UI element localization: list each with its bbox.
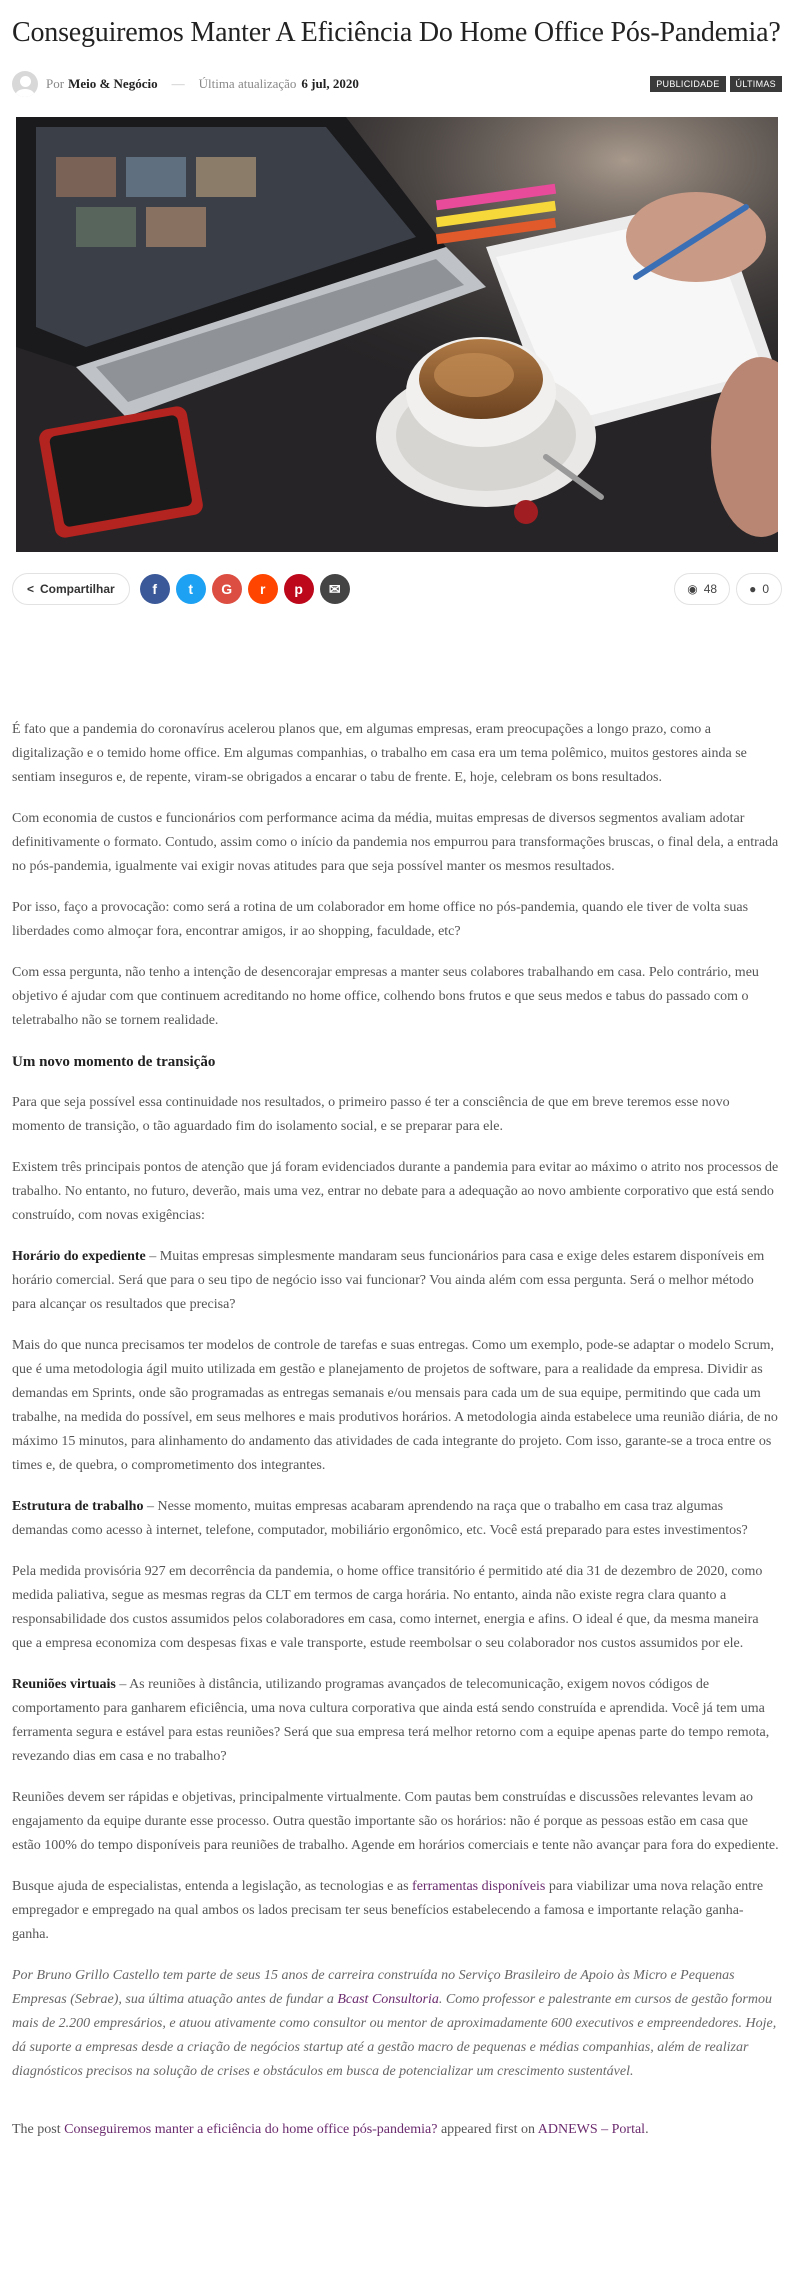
updated-label: Última atualização <box>198 76 297 91</box>
paragraph-text: – Muitas empresas simplesmente mandaram seus funcionários para casa e exige deles estarem disponíveis em horário comercial. Será que para o seu tipo de negócio isso vai funcionar? Vou ainda além com essa pergunta. Será o melhor método para alcançar os resultados que precisa? <box>12 1249 765 1312</box>
footer-text: . <box>645 2122 649 2137</box>
comments-count: 0 <box>762 582 769 596</box>
post-link[interactable]: Conseguiremos manter a eficiência do home office pós-pandemia? <box>64 2122 438 2137</box>
article-meta <box>12 68 782 100</box>
paragraph: Mais do que nunca precisamos ter modelos de controle de tarefas e suas entregas. Como um exemplo, pode-se adaptar o modelo Scrum, que é uma metodologia ágil muito utilizada em gestão e planejamento de projetos de software, para a realidade da empresa. Dividir as demandas em Sprints, onde são programadas as entregas semanais e/ou mensais para cada um de sua equipe, permitindo que cada um trabalhe, na medida do possível, em seus melhores e mais produtivos horários. A metodologia ainda estabelece uma reunião diária, de no máximo 15 minutos, para alinhamento do andamento das atividades de cada integrante do projeto. Com isso, garante-se a troca entre os times e, de quebra, o comprometimento dos integrantes. <box>12 1338 778 1473</box>
bio-text: Por Bruno Grillo Castello tem parte de seus 15 anos de carreira construída no Serviço Brasileiro de Apoio às Micro e Pequenas Empresas (Sebrae), sua última atuação antes de fundar a <box>12 1968 735 2007</box>
paragraph-text: Busque ajuda de especialistas, entenda a legislação, as tecnologias e as <box>12 1879 413 1894</box>
paragraph <box>12 1875 780 1947</box>
author-link[interactable]: Meio & Negócio <box>68 76 158 91</box>
paragraph: Existem três principais pontos de atenção que já foram evidenciados durante a pandemia para evitar ao máximo o atrito nos processos de trabalho. No entanto, no futuro, deverão, mais uma vez, entrar no debate para a adequação ao novo ambiente corporativo que está sendo construído, com novas exigências: <box>12 1160 779 1223</box>
category-badges <box>650 76 782 92</box>
share-buttons <box>12 573 356 605</box>
badge-ultimas[interactable]: ÚLTIMAS <box>730 76 782 92</box>
meta-separator: — <box>171 76 185 91</box>
email-icon[interactable]: ✉ <box>320 574 350 604</box>
paragraph-text: – As reuniões à distância, utilizando programas avançados de telecomunicação, exigem novos códigos de comportamento para ganharem eficiência, uma nova cultura corporativa que ainda está sendo construída e aprendida. Você já tem uma ferramenta segura e estável para estas reuniões? Será que sua empresa terá melhor retorno com a equipe apenas parte do tempo remota, revezando dias em casa e no trabalho? <box>12 1677 770 1764</box>
paragraph: Com economia de custos e funcionários com performance acima da média, muitas empresas de diversos segmentos avaliam adotar definitivamente o formato. Contudo, assim como o início da pandemia nos empurrou para transformações bruscas, o final dela, a entrada no pós-pandemia, igualmente vai exigir novas atitudes para que seja possível manter os mesmos resultados. <box>12 811 779 874</box>
author-info <box>12 71 359 97</box>
badge-publicidade[interactable]: PUBLICIDADE <box>650 76 725 92</box>
google-icon[interactable]: G <box>212 574 242 604</box>
footer-text: The post <box>12 2122 65 2137</box>
by-label: Por <box>46 76 65 91</box>
views-count: 48 <box>703 582 718 596</box>
author-bio <box>12 1964 780 2084</box>
paragraph: Pela medida provisória 927 em decorrência da pandemia, o home office transitório é permitido até dia 31 de dezembro de 2020, como medida paliativa, segue as mesmas regras da CLT em termos de carga horária. No entanto, ainda não existe regra clara quanto a responsabilidade dos custos assumidos pelos colaboradores em casa, como internet, energia e afins. O ideal é que, da mesma maneira que a empresa economiza com despesas fixas e vale transporte, estude reembolsar o seu colaborador nos custos assumidos por ele. <box>12 1564 763 1651</box>
paragraph: É fato que a pandemia do coronavírus acelerou planos que, em algumas empresas, eram preocupações a longo prazo, como a digitalização e o temido home office. Em algumas companhias, o trabalho em casa era um tema polêmico, muitos gestores ainda se sentiam inseguros e, de repente, viram-se obrigados a encarar o tabu de frente. E, hoje, celebram os bons resultados. <box>12 722 747 785</box>
share-label: Compartilhar <box>40 582 115 596</box>
article-body <box>12 718 782 2142</box>
source-footer <box>12 2118 780 2142</box>
views-counter <box>674 573 730 605</box>
paragraph-text: para viabilizar uma nova relação entre empregador e empregado na qual ambos os lados precisam ter seus benefícios estabelecendo a famosa e importante relação ganha-ganha. <box>12 1879 764 1942</box>
share-bar <box>12 572 782 606</box>
paragraph <box>12 1673 780 1769</box>
paragraph <box>12 1495 780 1543</box>
reddit-icon[interactable]: r <box>248 574 278 604</box>
hero-image <box>16 117 778 552</box>
pinterest-icon[interactable]: p <box>284 574 314 604</box>
paragraph-lead: Estrutura de trabalho <box>12 1499 144 1514</box>
twitter-icon[interactable]: t <box>176 574 206 604</box>
paragraph: Para que seja possível essa continuidade nos resultados, o primeiro passo é ter a consciência de que em breve teremos esse novo momento de transição, o tão aguardado fim do isolamento social, e se preparar para ele. <box>12 1095 730 1134</box>
bcast-link[interactable]: Bcast Consultoria <box>337 1992 439 2007</box>
bio-text: . Como professor e palestrante em cursos de gestão formou mais de 2.200 empresários, e atuou ativamente como consultor ou mentor de aproximadamente 600 executivos e empreendedores. Hoje, dá suporte a empresas desde a criação de negócios startup até a gestão macro de pequenas e médias companhias, além de realizar diagnósticos precisos na solução de crises e obstáculos em busca de potencializar um crescimento sustentável. <box>12 1992 777 2079</box>
paragraph: Reuniões devem ser rápidas e objetivas, principalmente virtualmente. Com pautas bem construídas e discussões relevantes levam ao engajamento da equipe durante esse processo. Outra questão importante são os horários: não é porque as pessoas estão em casa que estão 100% do tempo disponíveis para reuniões de trabalho. Agende em horários comerciais e tente não avançar para fora do expediente. <box>12 1790 779 1853</box>
site-link[interactable]: ADNEWS – Portal <box>537 2122 646 2137</box>
paragraph-text: – Nesse momento, muitas empresas acabaram aprendendo na raça que o trabalho em casa traz algumas demandas como acesso à internet, telefone, computador, mobiliário ergonômico, etc. Você está preparado para estes investimentos? <box>12 1499 748 1538</box>
paragraph-lead: Horário do expediente <box>12 1249 146 1264</box>
paragraph: Por isso, faço a provocação: como será a rotina de um colaborador em home office no pós-pandemia, quando ele tiver de volta suas liberdades como almoçar fora, encontrar amigos, ir ao shopping, faculdade, etc? <box>12 900 749 939</box>
facebook-icon[interactable]: f <box>140 574 170 604</box>
eye-icon: ◉ <box>687 582 698 596</box>
footer-text: appeared first on <box>437 2122 538 2137</box>
paragraph-lead: Reuniões virtuais <box>12 1677 116 1692</box>
tools-link[interactable]: ferramentas disponíveis <box>412 1879 546 1894</box>
share-button[interactable] <box>12 573 130 605</box>
publish-date: 6 jul, 2020 <box>301 76 359 91</box>
share-icon: < <box>27 582 35 596</box>
comments-counter[interactable] <box>736 573 782 605</box>
avatar[interactable] <box>12 71 38 97</box>
paragraph <box>12 1245 780 1317</box>
comment-icon: ● <box>749 582 757 596</box>
section-heading: Um novo momento de transição <box>12 1054 216 1070</box>
article-stats <box>674 573 782 605</box>
paragraph: Com essa pergunta, não tenho a intenção de desencorajar empresas a manter seus colabores trabalhando em casa. Pelo contrário, meu objetivo é ajudar com que continuem acreditando no home office, colhendo bons frutos e que seus medos e tabus do passado com o teletrabalho não se tornem realidade. <box>12 965 759 1028</box>
article-title: Conseguiremos Manter A Eficiência Do Home Office Pós-Pandemia? <box>12 17 781 48</box>
